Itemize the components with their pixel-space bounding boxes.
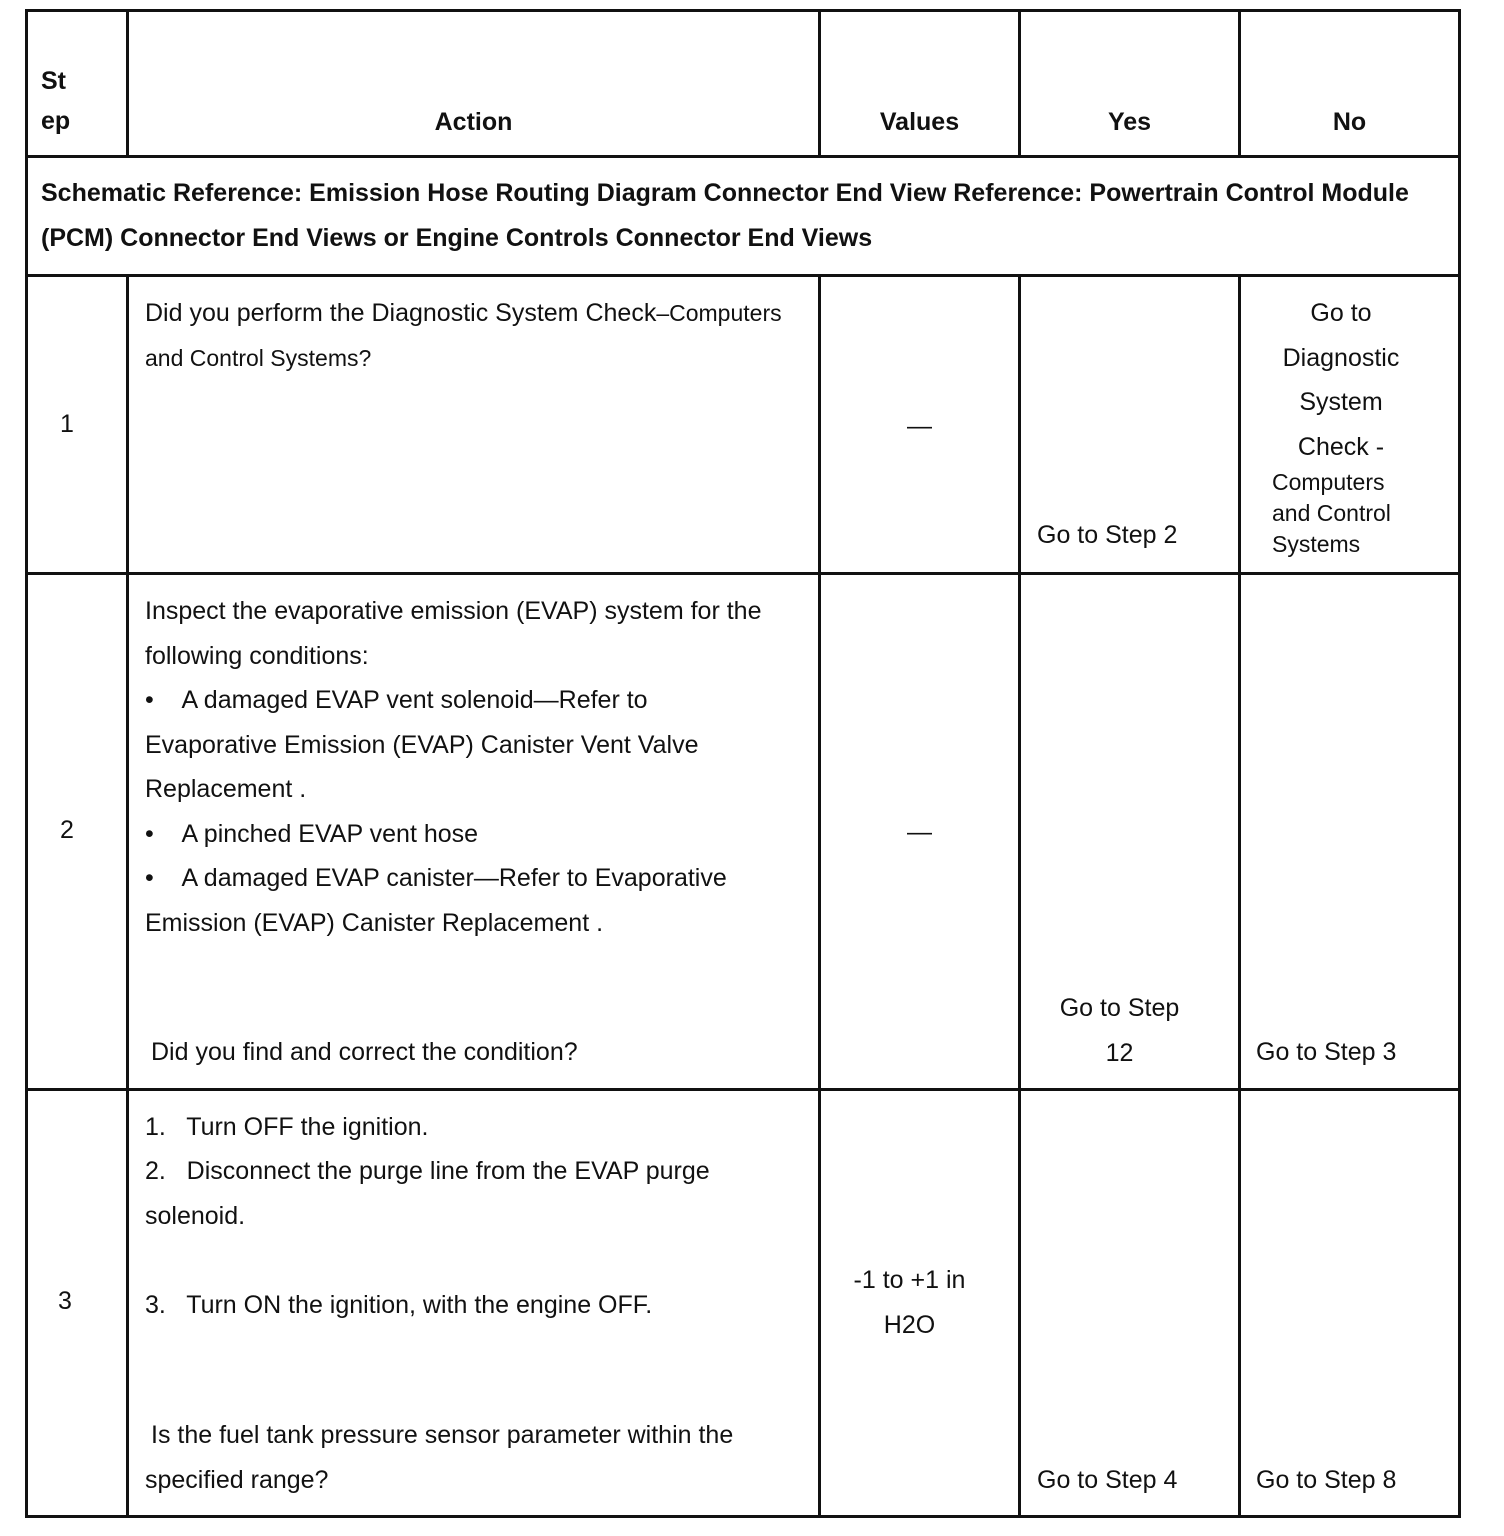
action-question: Is the fuel tank pressure sensor parameter within the specified range? [145, 1421, 734, 1494]
action-text [145, 589, 765, 945]
values-text: — [907, 818, 932, 846]
grid-line [25, 1515, 1461, 1518]
bullet-item: • A damaged EVAP canister—Refer to Evaporative Emission (EVAP) Canister Replacement . [145, 864, 727, 937]
grid-line [25, 274, 1461, 277]
grid-line [25, 9, 1461, 12]
yes-link[interactable]: Go to Step 12 [1059, 994, 1180, 1067]
action-intro: Inspect the evaporative emission (EVAP) system for the following conditions: [145, 597, 762, 670]
values-text: — [907, 412, 932, 440]
grid-line [1018, 275, 1021, 1518]
action-small: –Computers and Control Systems? [145, 300, 782, 371]
action-main: Did you perform the Diagnostic System Check [145, 299, 657, 327]
header-no: No [1332, 108, 1367, 136]
no-link[interactable]: Go to Step 3 [1256, 1038, 1397, 1066]
no-link[interactable]: Go to Step 8 [1256, 1466, 1397, 1494]
grid-line [25, 9, 28, 1518]
bullet-icon: • [145, 686, 182, 714]
action-step: 2. Disconnect the purge line from the EVAP purge solenoid. [145, 1157, 717, 1230]
diagnostic-table [25, 9, 1461, 1518]
step-number: 3 [58, 1287, 72, 1315]
action-step: 3. Turn ON the ignition, with the engine OFF. [145, 1291, 653, 1319]
bullet-item: • A pinched EVAP vent hose [145, 819, 479, 848]
no-link-detail[interactable]: Computers and Control Systems [1272, 469, 1391, 557]
step-number: 2 [60, 816, 74, 844]
grid-line [126, 275, 129, 1518]
yes-link[interactable]: Go to Step 2 [1037, 521, 1178, 549]
grid-line [25, 155, 1461, 158]
header-action: Action [434, 108, 513, 136]
header-step: St ep [41, 67, 71, 135]
schematic-reference: Schematic Reference: Emission Hose Routing Diagram Connector End View Reference: Powertrain Control Module (PCM) Connector End Views or Engine Controls Connector End Views [41, 179, 1409, 252]
bullet-icon: • [145, 819, 182, 848]
bullet-item: • A damaged EVAP vent solenoid—Refer to Evaporative Emission (EVAP) Canister Vent Valve Replacement . [145, 686, 699, 803]
bullet-icon: • [145, 864, 182, 892]
grid-line [25, 572, 1461, 575]
grid-line [25, 1088, 1461, 1091]
step-number: 1 [60, 410, 74, 438]
no-link[interactable]: Go to Diagnostic System Check - [1282, 299, 1400, 461]
yes-link[interactable]: Go to Step 4 [1037, 1466, 1178, 1494]
action-text [145, 291, 805, 380]
values-text: -1 to +1 in H2O [853, 1266, 966, 1339]
action-step: 1. Turn OFF the ignition. [145, 1113, 429, 1141]
header-values: Values [879, 108, 960, 136]
grid-line [1458, 9, 1461, 1518]
action-question: Did you find and correct the condition? [151, 1038, 578, 1066]
header-yes: Yes [1107, 108, 1152, 136]
